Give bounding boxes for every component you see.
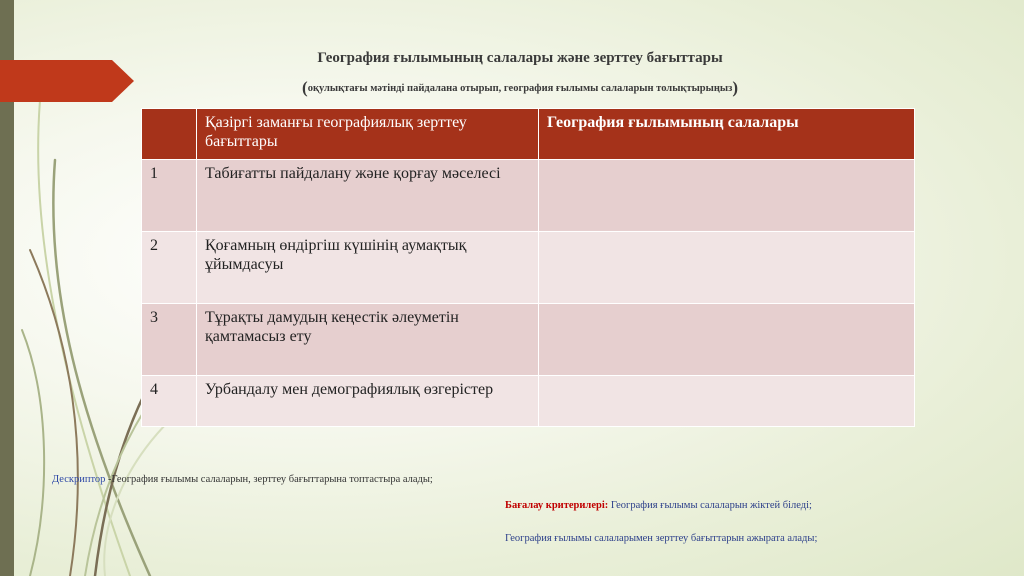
subtitle-close-paren: )	[732, 78, 738, 97]
criteria-line-2: География ғылымы салаларымен зерттеу бағыттарын ажырата алады;	[505, 533, 818, 544]
row-number: 4	[142, 376, 197, 427]
row-branch-cell[interactable]	[539, 376, 915, 427]
table-row	[142, 376, 915, 427]
research-table	[141, 108, 915, 427]
title-arrow-shape	[0, 60, 134, 102]
table-header-row	[142, 109, 915, 160]
descriptor-line	[52, 474, 433, 485]
row-branch-cell[interactable]	[539, 304, 915, 376]
curve-line	[104, 420, 170, 576]
header-research-directions: Қазіргі заманғы географиялық зерттеу бағыттары	[197, 109, 539, 160]
slide-title: География ғылымының салалары және зерттеу бағыттары	[317, 50, 723, 66]
row-number: 2	[142, 232, 197, 304]
curve-line	[22, 330, 44, 576]
table-row	[142, 304, 915, 376]
criteria-line	[505, 500, 812, 511]
criteria-text-1: География ғылымы салаларын жіктей біледі;	[608, 500, 812, 511]
table-row	[142, 160, 915, 232]
descriptor-text: -География ғылымы салаларын, зерттеу бағыттарына топтастыра алады;	[105, 474, 433, 485]
descriptor-label: Дескриптор	[52, 474, 106, 485]
row-number: 3	[142, 304, 197, 376]
row-number: 1	[142, 160, 197, 232]
curve-line	[30, 250, 78, 576]
slide-subtitle	[150, 78, 890, 98]
subtitle-open-paren: (	[302, 78, 308, 97]
row-direction: Тұрақты дамудың кеңестік әлеуметін қамтамасыз ету	[197, 304, 539, 376]
header-science-branches: География ғылымының салалары	[539, 109, 915, 160]
row-direction: Табиғатты пайдалану және қорғау мәселесі	[197, 160, 539, 232]
row-branch-cell[interactable]	[539, 232, 915, 304]
row-direction: Қоғамның өндіргіш күшінің аумақтық ұйымдасуы	[197, 232, 539, 304]
table-row	[142, 232, 915, 304]
header-number	[142, 109, 197, 160]
subtitle-text: оқулықтағы мәтінді пайдалана отырып, география ғылымы салаларын толықтырыңыз	[307, 83, 733, 94]
row-branch-cell[interactable]	[539, 160, 915, 232]
curve-line	[38, 100, 130, 576]
row-direction: Урбандалу мен демографиялық өзгерістер	[197, 376, 539, 427]
criteria-label: Бағалау критерилері:	[505, 500, 609, 511]
